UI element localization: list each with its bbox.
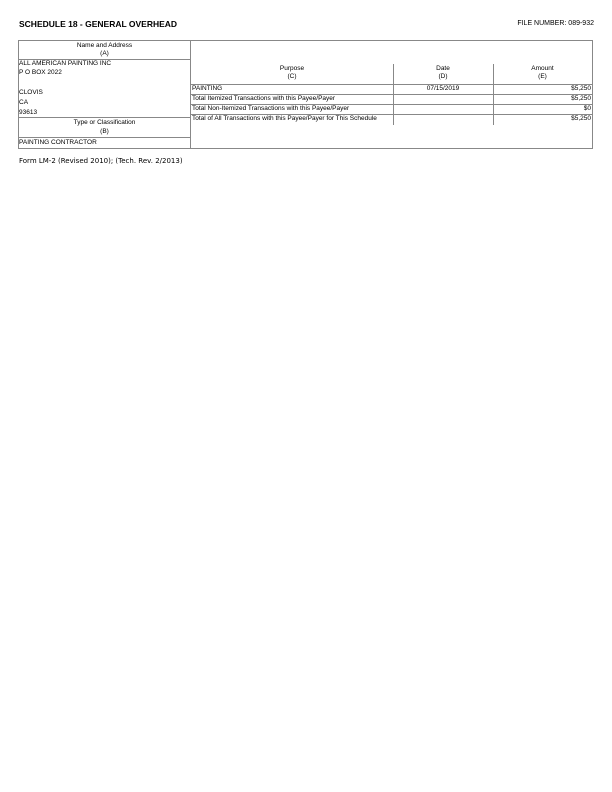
itemized-total-label: Total Itemized Transactions with this Payee/Payer (192, 95, 336, 102)
divider (19, 137, 190, 138)
purpose-letter: (C) (287, 73, 297, 80)
transaction-amount: $5,250 (571, 85, 591, 92)
transaction-row (191, 84, 592, 94)
amount-letter: (E) (538, 73, 547, 80)
all-total-row (191, 114, 592, 124)
divider (19, 117, 190, 118)
purpose-header (191, 65, 393, 81)
type-letter: (B) (100, 128, 109, 135)
name-address-label: Name and Address (76, 42, 133, 49)
file-number (517, 20, 594, 27)
type-value: PAINTING CONTRACTOR (19, 139, 97, 146)
non-itemized-total-amount: $0 (583, 105, 591, 112)
payee-address: P O BOX 2022 (19, 69, 62, 76)
date-header (393, 65, 493, 81)
name-address-letter: (A) (100, 50, 109, 57)
purpose-label: Purpose (279, 65, 305, 72)
date-label: Date (436, 65, 450, 72)
itemized-total-amount: $5,250 (571, 95, 591, 102)
payee-state: CA (19, 99, 29, 106)
type-label: Type or Classification (73, 119, 136, 126)
non-itemized-total-label: Total Non-Itemized Transactions with this Payee/Payer (192, 105, 350, 112)
all-total-amount: $5,250 (571, 115, 591, 122)
payee-city: CLOVIS (19, 89, 43, 96)
payee-panel (19, 41, 191, 148)
amount-header (493, 65, 592, 81)
form-footer: Form LM-2 (Revised 2010); (Tech. Rev. 2/2013) (19, 157, 183, 165)
column-divider (393, 64, 394, 125)
date-letter: (D) (438, 73, 448, 80)
itemized-total-row (191, 94, 592, 104)
payee-name: ALL AMERICAN PAINTING INC (19, 60, 112, 67)
amount-label: Amount (531, 65, 554, 72)
schedule-title: SCHEDULE 18 - GENERAL OVERHEAD (19, 19, 178, 29)
payee-zip: 93613 (19, 109, 38, 116)
all-total-label: Total of All Transactions with this Payee/Payer for This Schedule (192, 115, 377, 122)
file-number-label: FILE NUMBER: (517, 20, 567, 27)
transaction-date: 07/15/2019 (426, 85, 460, 92)
non-itemized-total-row (191, 104, 592, 114)
column-divider (493, 64, 494, 125)
schedule-table (18, 40, 593, 149)
transaction-purpose: PAINTING (192, 85, 223, 92)
transactions-panel (191, 41, 592, 148)
file-number-value: 089-932 (568, 20, 594, 27)
